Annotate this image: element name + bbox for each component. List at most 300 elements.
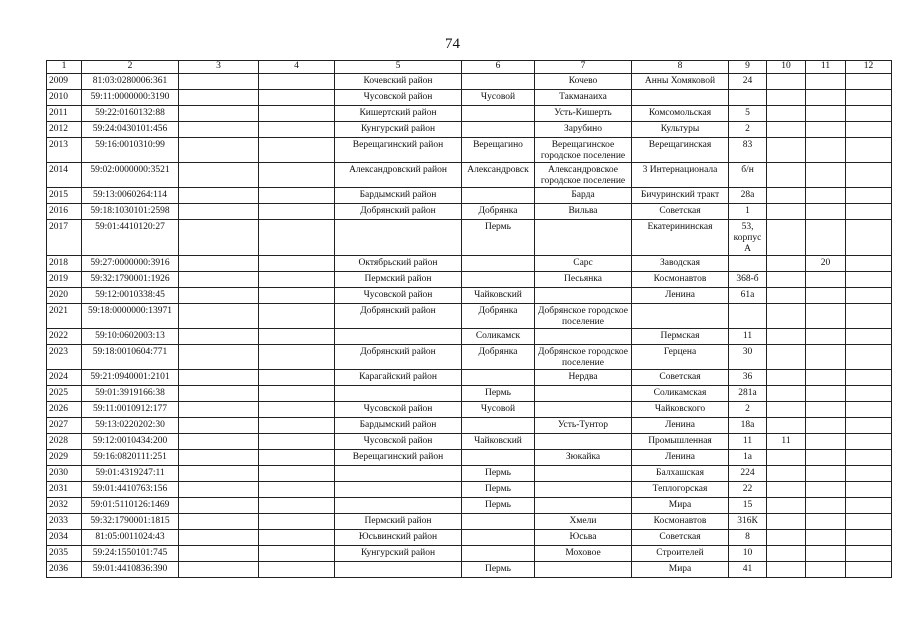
table-cell — [462, 74, 535, 90]
table-cell: 59:24:1550101:745 — [82, 546, 179, 562]
table-cell: 2036 — [47, 562, 82, 578]
table-cell: Барда — [535, 188, 632, 204]
table-cell — [846, 122, 892, 138]
table-cell: 2032 — [47, 498, 82, 514]
table-cell — [806, 106, 846, 122]
table-cell: Октябрьский район — [335, 256, 462, 272]
table-cell: Космонавтов — [632, 272, 729, 288]
table-cell — [259, 418, 335, 434]
table-cell: Чайковский — [462, 434, 535, 450]
table-cell — [806, 288, 846, 304]
table-cell — [335, 329, 462, 345]
table-cell: 59:10:0602003:13 — [82, 329, 179, 345]
table-cell — [179, 288, 259, 304]
table-row — [47, 188, 892, 204]
table-cell — [179, 256, 259, 272]
table-cell — [535, 386, 632, 402]
table-cell — [767, 562, 806, 578]
table-cell — [806, 370, 846, 386]
table-cell — [846, 106, 892, 122]
table-cell: 59:22:0160132:88 — [82, 106, 179, 122]
table-cell: Кунгурский район — [335, 546, 462, 562]
table-cell — [767, 482, 806, 498]
table-cell: 2022 — [47, 329, 82, 345]
table-cell — [806, 514, 846, 530]
table-cell: Пермский район — [335, 514, 462, 530]
table-row — [47, 514, 892, 530]
table-cell: Чусовской район — [335, 90, 462, 106]
column-header: 9 — [729, 61, 767, 74]
table-cell — [767, 450, 806, 466]
table-cell: 59:01:4410763:156 — [82, 482, 179, 498]
table-cell: 59:11:0000000:3190 — [82, 90, 179, 106]
table-cell: Пермь — [462, 386, 535, 402]
table-cell: 59:32:1790001:1926 — [82, 272, 179, 288]
table-cell: Добрянское городское поселение — [535, 304, 632, 329]
table-cell: Пермь — [462, 466, 535, 482]
table-cell: Бардымский район — [335, 188, 462, 204]
table-cell — [259, 204, 335, 220]
table-cell — [259, 163, 335, 188]
table-cell: 59:13:0220202:30 — [82, 418, 179, 434]
table-cell: Соликамская — [632, 386, 729, 402]
table-cell: 2014 — [47, 163, 82, 188]
table-cell: Верещагино — [462, 138, 535, 163]
table-cell: 59:24:0430101:456 — [82, 122, 179, 138]
table-cell — [259, 188, 335, 204]
table-cell: Верещагинское городское поселение — [535, 138, 632, 163]
table-cell — [806, 138, 846, 163]
table-cell: 316К — [729, 514, 767, 530]
table-cell: Александровск — [462, 163, 535, 188]
table-cell: 11 — [729, 434, 767, 450]
column-header: 8 — [632, 61, 729, 74]
table-cell: 59:11:0010912:177 — [82, 402, 179, 418]
table-cell — [767, 546, 806, 562]
table-cell — [179, 418, 259, 434]
table-cell — [767, 514, 806, 530]
table-cell — [846, 562, 892, 578]
column-header: 5 — [335, 61, 462, 74]
table-cell — [767, 498, 806, 514]
table-cell — [179, 304, 259, 329]
table-row — [47, 482, 892, 498]
table-cell: 2009 — [47, 74, 82, 90]
table-cell: 2 — [729, 402, 767, 418]
table-row — [47, 122, 892, 138]
registry-table — [46, 60, 892, 578]
table-cell: Пермский район — [335, 272, 462, 288]
table-cell — [535, 434, 632, 450]
table-cell — [335, 562, 462, 578]
table-cell — [179, 450, 259, 466]
table-row — [47, 498, 892, 514]
table-cell — [462, 450, 535, 466]
table-cell — [179, 386, 259, 402]
table-cell: 22 — [729, 482, 767, 498]
table-cell — [846, 530, 892, 546]
table-cell — [846, 402, 892, 418]
table-cell — [846, 546, 892, 562]
table-cell: 24 — [729, 74, 767, 90]
table-cell — [729, 304, 767, 329]
table-cell: Добрянка — [462, 204, 535, 220]
table-cell — [179, 434, 259, 450]
column-header: 6 — [462, 61, 535, 74]
table-cell — [846, 386, 892, 402]
table-cell: 281а — [729, 386, 767, 402]
table-cell — [179, 188, 259, 204]
table-cell — [179, 122, 259, 138]
table-cell: Чусовской район — [335, 434, 462, 450]
table-row — [47, 345, 892, 370]
table-cell: Зарубино — [535, 122, 632, 138]
table-cell — [535, 220, 632, 256]
table-cell — [767, 466, 806, 482]
table-cell: 59:01:4410120:27 — [82, 220, 179, 256]
table-cell — [846, 482, 892, 498]
table-cell — [846, 74, 892, 90]
table-cell — [767, 304, 806, 329]
table-cell: 15 — [729, 498, 767, 514]
table-cell — [767, 256, 806, 272]
table-cell: Екатерининская — [632, 220, 729, 256]
table-cell: 59:18:1030101:2598 — [82, 204, 179, 220]
table-cell: Усть-Кишерть — [535, 106, 632, 122]
table-cell: Мира — [632, 562, 729, 578]
table-cell — [462, 370, 535, 386]
table-row — [47, 138, 892, 163]
table-cell: 2028 — [47, 434, 82, 450]
table-cell — [335, 466, 462, 482]
table-row — [47, 370, 892, 386]
table-cell — [462, 256, 535, 272]
table-cell: 59:13:0060264:114 — [82, 188, 179, 204]
table-cell: 59:01:5110126:1469 — [82, 498, 179, 514]
table-cell: Верещагинский район — [335, 450, 462, 466]
table-cell: Культуры — [632, 122, 729, 138]
column-header: 2 — [82, 61, 179, 74]
table-cell — [259, 562, 335, 578]
table-cell — [846, 498, 892, 514]
table-cell — [259, 122, 335, 138]
table-cell: Промышленная — [632, 434, 729, 450]
table-cell — [535, 402, 632, 418]
table-cell — [462, 546, 535, 562]
table-cell: Бардымский район — [335, 418, 462, 434]
table-cell: 59:12:0010338:45 — [82, 288, 179, 304]
table-cell: Мира — [632, 498, 729, 514]
page-number: 74 — [445, 36, 460, 52]
table-cell: Советская — [632, 370, 729, 386]
table-cell — [259, 482, 335, 498]
table-cell: Пермь — [462, 220, 535, 256]
table-cell — [179, 74, 259, 90]
table-cell: 1 — [729, 204, 767, 220]
table-cell — [806, 402, 846, 418]
table-cell — [846, 345, 892, 370]
table-cell: Чусовой — [462, 90, 535, 106]
table-cell: Хмели — [535, 514, 632, 530]
table-cell — [535, 498, 632, 514]
column-header: 3 — [179, 61, 259, 74]
table-cell — [767, 188, 806, 204]
table-cell: 368-б — [729, 272, 767, 288]
table-row — [47, 466, 892, 482]
table-cell — [767, 74, 806, 90]
table-cell — [259, 329, 335, 345]
table-cell: Добрянка — [462, 345, 535, 370]
table-cell — [259, 220, 335, 256]
table-cell: Ленина — [632, 288, 729, 304]
table-cell — [179, 329, 259, 345]
table-cell — [846, 466, 892, 482]
table-cell — [767, 418, 806, 434]
table-cell: Космонавтов — [632, 514, 729, 530]
table-cell — [767, 288, 806, 304]
table-cell — [535, 288, 632, 304]
table-cell — [846, 220, 892, 256]
table-cell — [846, 163, 892, 188]
table-row — [47, 386, 892, 402]
table-row — [47, 106, 892, 122]
table-cell: 2 — [729, 122, 767, 138]
table-cell: Добрянский район — [335, 345, 462, 370]
table-cell — [535, 482, 632, 498]
table-cell — [806, 450, 846, 466]
table-cell — [767, 220, 806, 256]
table-row — [47, 272, 892, 288]
table-cell: 28а — [729, 188, 767, 204]
table-cell — [259, 466, 335, 482]
table-cell — [767, 138, 806, 163]
table-cell — [259, 402, 335, 418]
table-cell: Верещагинский район — [335, 138, 462, 163]
table-cell — [462, 530, 535, 546]
column-header: 12 — [846, 61, 892, 74]
table-cell: 81:05:0011024:43 — [82, 530, 179, 546]
table-cell: 83 — [729, 138, 767, 163]
table-cell — [767, 90, 806, 106]
table-cell: Добрянское городское поселение — [535, 345, 632, 370]
table-cell: 59:02:0000000:3521 — [82, 163, 179, 188]
table-cell: Комсомольская — [632, 106, 729, 122]
table-cell: 2012 — [47, 122, 82, 138]
table-cell — [806, 122, 846, 138]
table-row — [47, 530, 892, 546]
table-cell — [535, 562, 632, 578]
table-cell — [846, 370, 892, 386]
table-cell: Теплогорская — [632, 482, 729, 498]
table-row — [47, 90, 892, 106]
table-cell — [179, 272, 259, 288]
table-cell — [846, 418, 892, 434]
table-cell: Чусовской район — [335, 288, 462, 304]
table-cell — [259, 304, 335, 329]
column-header: 1 — [47, 61, 82, 74]
table-cell — [806, 546, 846, 562]
table-cell — [767, 329, 806, 345]
table-cell: Заводская — [632, 256, 729, 272]
table-cell — [179, 345, 259, 370]
table-row — [47, 288, 892, 304]
table-cell: Кочевский район — [335, 74, 462, 90]
table-cell: Верещагинская — [632, 138, 729, 163]
table-cell — [259, 138, 335, 163]
table-cell: Вильва — [535, 204, 632, 220]
table-cell — [767, 204, 806, 220]
table-cell: Кунгурский район — [335, 122, 462, 138]
table-cell — [806, 272, 846, 288]
table-cell: 2019 — [47, 272, 82, 288]
table-cell — [846, 434, 892, 450]
table-cell: 2018 — [47, 256, 82, 272]
table-cell — [259, 256, 335, 272]
table-cell — [259, 106, 335, 122]
table-cell: 59:01:4319247:11 — [82, 466, 179, 482]
table-row — [47, 256, 892, 272]
table-cell — [179, 482, 259, 498]
table-cell: 2029 — [47, 450, 82, 466]
table-cell — [767, 163, 806, 188]
table-cell — [259, 370, 335, 386]
table-cell: Карагайский район — [335, 370, 462, 386]
column-header: 11 — [806, 61, 846, 74]
column-header: 7 — [535, 61, 632, 74]
table-cell: 59:18:0010604:771 — [82, 345, 179, 370]
table-cell: 2015 — [47, 188, 82, 204]
table-cell — [259, 345, 335, 370]
table-cell — [806, 345, 846, 370]
table-cell: 2023 — [47, 345, 82, 370]
table-cell: Чайковский — [462, 288, 535, 304]
table-cell: 2013 — [47, 138, 82, 163]
table-cell: Пермь — [462, 562, 535, 578]
table-cell — [259, 386, 335, 402]
table-cell: Балхашская — [632, 466, 729, 482]
table-cell — [179, 138, 259, 163]
table-cell: Строителей — [632, 546, 729, 562]
table-cell: 11 — [767, 434, 806, 450]
table-cell: 5 — [729, 106, 767, 122]
table-cell — [806, 562, 846, 578]
table-cell: Пермская — [632, 329, 729, 345]
table-cell — [179, 204, 259, 220]
table-cell: Добрянский район — [335, 304, 462, 329]
table-cell: 59:21:0940001:2101 — [82, 370, 179, 386]
table-cell: 59:01:3919166:38 — [82, 386, 179, 402]
table-cell — [259, 272, 335, 288]
table-cell — [767, 370, 806, 386]
column-header: 10 — [767, 61, 806, 74]
table-cell: Советская — [632, 530, 729, 546]
table-row — [47, 546, 892, 562]
table-cell — [179, 498, 259, 514]
table-cell — [259, 434, 335, 450]
table-cell — [259, 546, 335, 562]
table-cell — [846, 138, 892, 163]
table-cell: Соликамск — [462, 329, 535, 345]
table-cell: 8 — [729, 530, 767, 546]
table-cell: Бичуринский тракт — [632, 188, 729, 204]
table-cell — [806, 220, 846, 256]
table-cell: Александровский район — [335, 163, 462, 188]
table-cell — [179, 466, 259, 482]
table-row — [47, 562, 892, 578]
table-cell — [729, 90, 767, 106]
table-cell — [462, 106, 535, 122]
table-cell — [806, 188, 846, 204]
table-cell: 2010 — [47, 90, 82, 106]
table-cell — [767, 106, 806, 122]
table-cell: Герцена — [632, 345, 729, 370]
table-cell: Нердва — [535, 370, 632, 386]
table-cell — [179, 530, 259, 546]
table-cell: 53, корпус А — [729, 220, 767, 256]
table-cell: 224 — [729, 466, 767, 482]
table-cell — [806, 204, 846, 220]
table-row — [47, 220, 892, 256]
table-cell: 36 — [729, 370, 767, 386]
table-cell — [335, 498, 462, 514]
table-cell — [806, 386, 846, 402]
table-cell: 61а — [729, 288, 767, 304]
table-cell — [179, 562, 259, 578]
table-cell: 2024 — [47, 370, 82, 386]
table-cell: Усть-Тунтор — [535, 418, 632, 434]
table-row — [47, 74, 892, 90]
table-cell — [806, 434, 846, 450]
table-cell: Такманаиха — [535, 90, 632, 106]
table-row — [47, 418, 892, 434]
table-cell: Чайковского — [632, 402, 729, 418]
table-cell — [806, 498, 846, 514]
table-cell: 2020 — [47, 288, 82, 304]
table-cell: 59:01:4410836:390 — [82, 562, 179, 578]
table-cell — [259, 74, 335, 90]
table-cell: Юсьвинский район — [335, 530, 462, 546]
table-cell — [846, 329, 892, 345]
table-cell: 2016 — [47, 204, 82, 220]
table-cell: 59:16:0010310:99 — [82, 138, 179, 163]
table-cell: 2011 — [47, 106, 82, 122]
table-cell — [462, 418, 535, 434]
table-cell — [806, 304, 846, 329]
table-row — [47, 450, 892, 466]
table-cell: 2031 — [47, 482, 82, 498]
table-cell: 59:32:1790001:1815 — [82, 514, 179, 530]
table-cell — [179, 546, 259, 562]
table-cell — [767, 386, 806, 402]
table-cell — [846, 514, 892, 530]
table-cell — [846, 256, 892, 272]
table-cell: Ленина — [632, 418, 729, 434]
table-cell — [462, 122, 535, 138]
table-cell: Советская — [632, 204, 729, 220]
table-cell — [462, 272, 535, 288]
table-row — [47, 402, 892, 418]
table-cell: 30 — [729, 345, 767, 370]
table-cell: 2035 — [47, 546, 82, 562]
table-cell: Юсьва — [535, 530, 632, 546]
table-cell — [806, 90, 846, 106]
table-cell — [767, 530, 806, 546]
table-cell: 59:12:0010434:200 — [82, 434, 179, 450]
table-cell — [806, 163, 846, 188]
table-body — [47, 74, 892, 578]
table-cell — [846, 90, 892, 106]
table-cell — [846, 450, 892, 466]
